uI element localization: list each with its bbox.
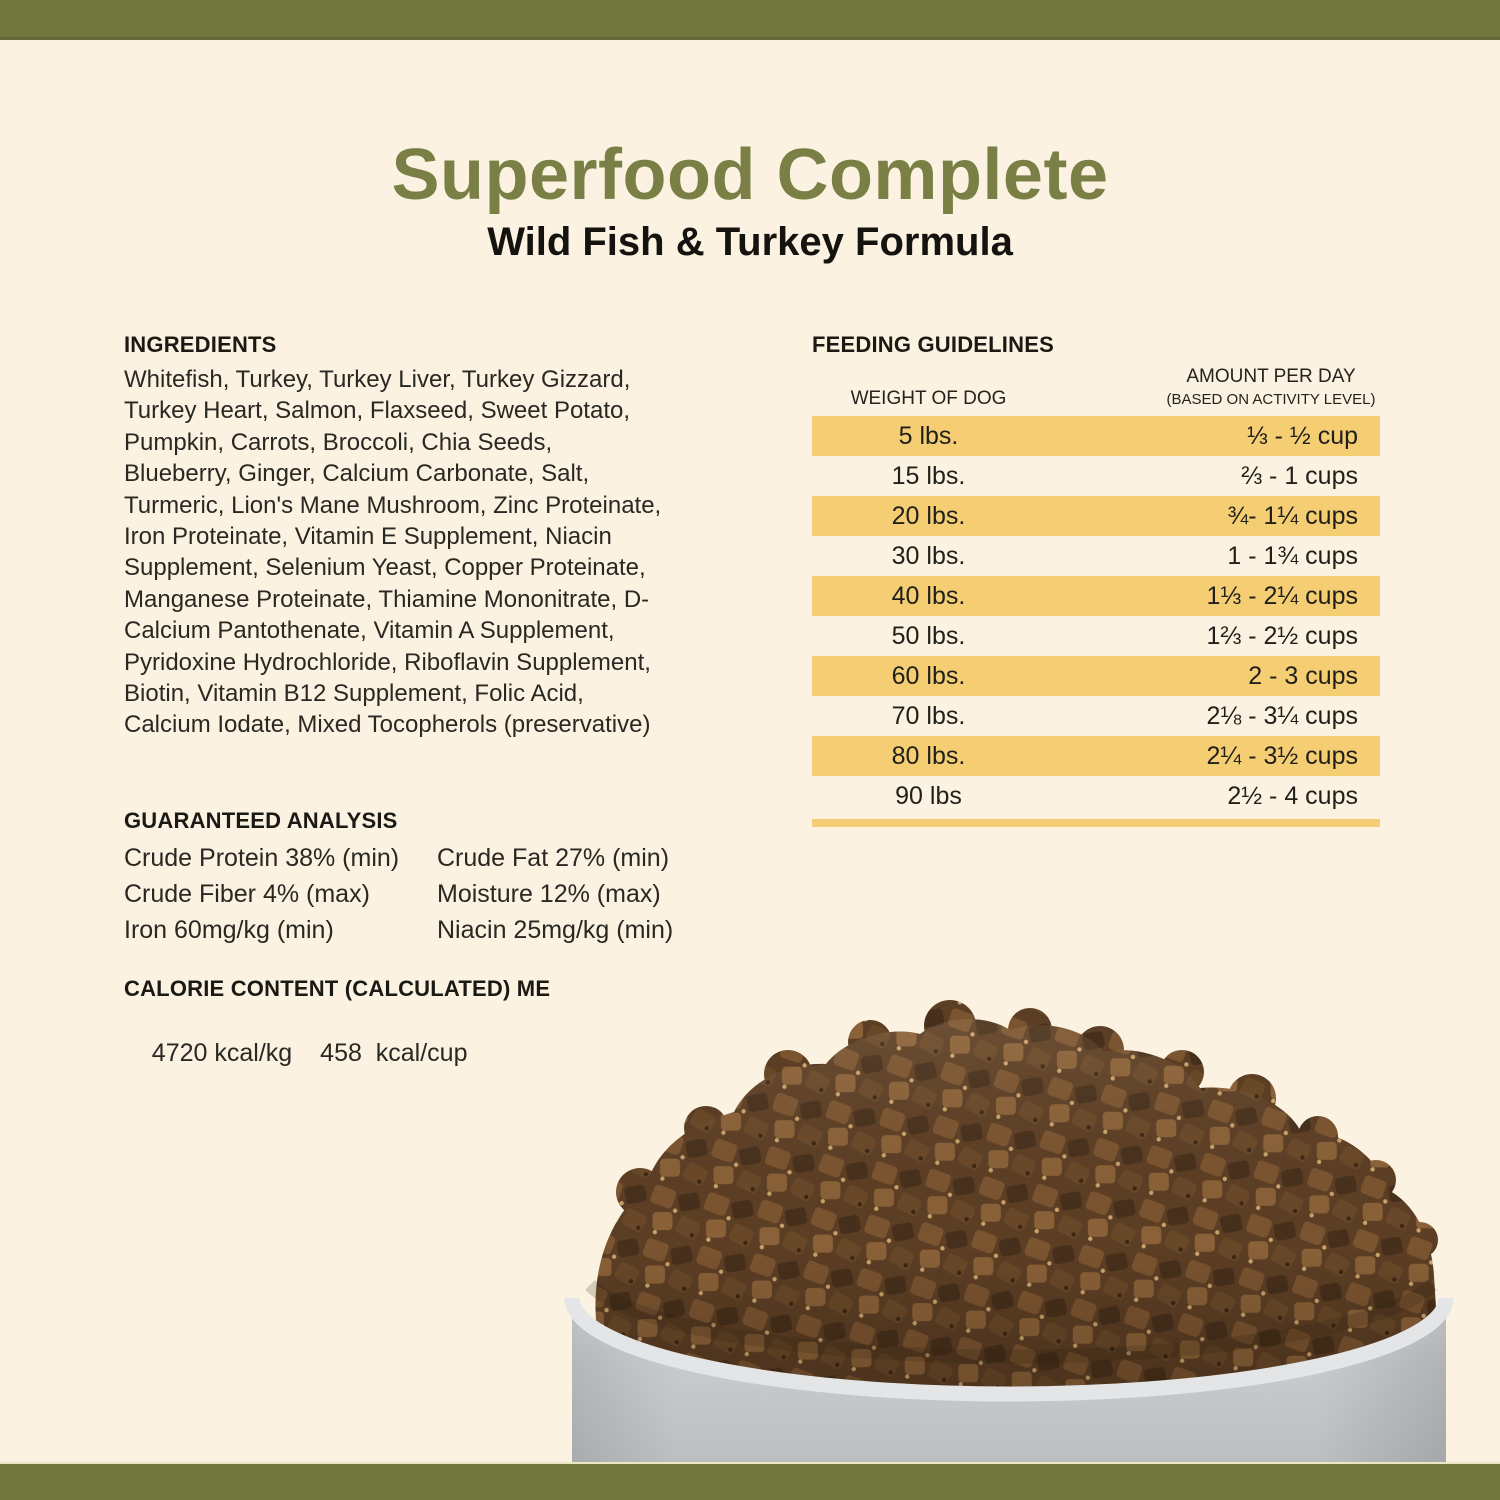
ingredients-line: Whitefish, Turkey, Turkey Liver, Turkey Gizzard, <box>124 366 631 393</box>
weight-cell: 80 lbs. <box>891 741 966 770</box>
amount-cell: ⅓ - ½ cup <box>1246 421 1358 450</box>
analysis-value: Crude Protein 38% (min) <box>124 843 400 872</box>
bottom-banner-bar <box>0 1462 1500 1500</box>
product-subtitle: Wild Fish & Turkey Formula <box>487 220 1013 264</box>
ingredients-line: Calcium Iodate, Mixed Tocopherols (preservative) <box>124 711 651 739</box>
calorie-kcal-kg: 4720 kcal/kg <box>151 1039 293 1067</box>
amount-cell: ¾- 1¼ cups <box>1227 501 1358 530</box>
weight-cell: 50 lbs. <box>891 621 966 650</box>
feeding-guidelines-heading: FEEDING GUIDELINES <box>812 332 1054 357</box>
ingredients-line: Turmeric, Lion's Mane Mushroom, Zinc Proteinate, <box>124 491 662 519</box>
weight-column-header: WEIGHT OF DOG <box>850 388 1007 409</box>
weight-cell: 60 lbs. <box>891 661 966 690</box>
amount-cell: ⅔ - 1 cups <box>1241 461 1358 490</box>
top-banner-bar <box>0 0 1500 40</box>
analysis-value: Niacin 25mg/kg (min) <box>437 915 674 944</box>
amount-header-main: AMOUNT PER DAY <box>1186 366 1356 387</box>
weight-cell: 20 lbs. <box>891 501 966 530</box>
weight-cell: 90 lbs <box>895 781 962 810</box>
ingredients-heading: INGREDIENTS <box>124 332 277 357</box>
ingredients-line: Iron Proteinate, Vitamin E Supplement, Niacin <box>124 523 612 551</box>
weight-cell: 30 lbs. <box>891 541 966 570</box>
weight-cell: 5 lbs. <box>898 421 959 450</box>
ingredients-line: Calcium Pantothenate, Vitamin A Supplement, <box>124 617 615 645</box>
amount-cell: 2½ - 4 cups <box>1227 781 1358 810</box>
analysis-value: Crude Fat 27% (min) <box>437 843 670 872</box>
analysis-value: Crude Fiber 4% (max) <box>124 879 370 908</box>
weight-cell: 70 lbs. <box>891 701 966 730</box>
ingredients-line: Turkey Heart, Salmon, Flaxseed, Sweet Potato, <box>124 397 631 425</box>
calorie-kcal-cup: 458 kcal/cup <box>320 1039 468 1067</box>
amount-cell: 1 - 1¾ cups <box>1227 541 1358 570</box>
analysis-value: Moisture 12% (max) <box>437 879 661 908</box>
amount-cell: 2⅛ - 3¼ cups <box>1206 701 1358 730</box>
amount-cell: 1⅓ - 2¼ cups <box>1206 581 1358 610</box>
amount-header-sub: (BASED ON ACTIVITY LEVEL) <box>1166 391 1376 408</box>
ingredients-line: Supplement, Selenium Yeast, Copper Proteinate, <box>124 554 646 582</box>
ingredients-line: Manganese Proteinate, Thiamine Mononitrate, D- <box>124 585 650 613</box>
amount-cell: 2 - 3 cups <box>1248 661 1358 690</box>
analysis-value: Iron 60mg/kg (min) <box>124 915 334 944</box>
ingredients-line: Biotin, Vitamin B12 Supplement, Folic Acid, <box>124 680 584 708</box>
ingredients-line: Pyridoxine Hydrochloride, Riboflavin Supplement, <box>124 648 651 676</box>
weight-cell: 15 lbs. <box>891 461 966 490</box>
ingredients-line: Blueberry, Ginger, Calcium Carbonate, Salt, <box>124 460 590 488</box>
amount-cell: 2¼ - 3½ cups <box>1206 741 1358 770</box>
guaranteed-analysis-heading: GUARANTEED ANALYSIS <box>124 808 398 833</box>
calorie-content-heading: CALORIE CONTENT (CALCULATED) ME <box>124 976 551 1001</box>
product-title: Superfood Complete <box>391 135 1109 215</box>
weight-cell: 40 lbs. <box>891 581 966 610</box>
ingredients-line: Pumpkin, Carrots, Broccoli, Chia Seeds, <box>124 428 553 456</box>
amount-cell: 1⅔ - 2½ cups <box>1206 621 1358 650</box>
